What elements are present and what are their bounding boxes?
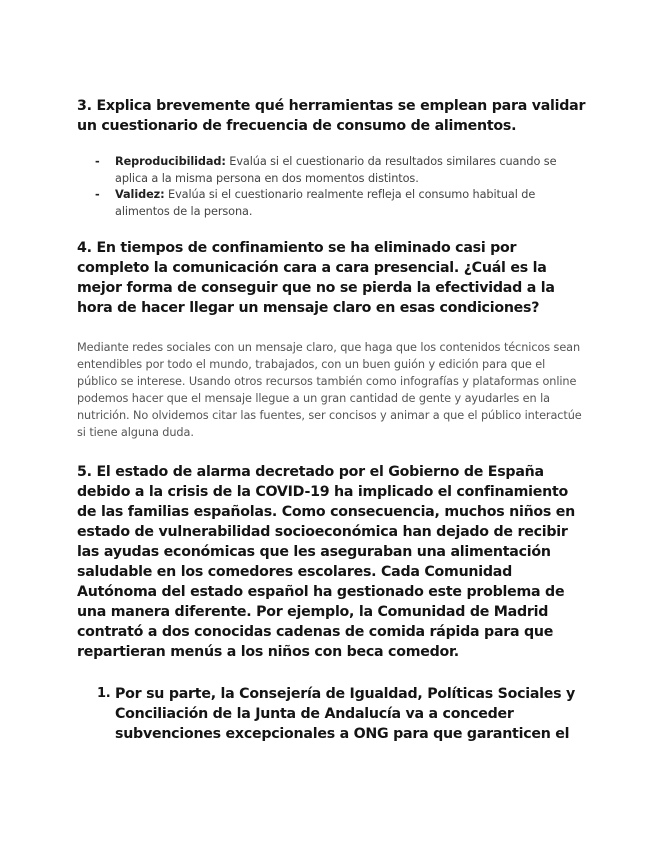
question-5-numbered-list — [77, 684, 587, 744]
question-5-heading: 5. El estado de alarma decretado por el Gobierno de España debido a la crisis de la COVID-19 ha implicado el confinamiento de las familias españolas. Como consecuencia, muchos niños en estado de vulnerabilidad socioeconómica han dejado de recibir las ayudas económicas que les aseguraban una alimentación saludable en los comedores escolares. Cada Comunidad Autónoma del estado español ha gestionado este problema de una manera diferente. Por ejemplo, la Comunidad de Madrid contrató a dos conocidas cadenas de comida rápida para que repartieran menús a los niños con beca comedor. — [77, 464, 576, 660]
numbered-list-item — [77, 684, 587, 744]
bullet-item-validez — [77, 187, 587, 220]
bullet-term: Validez: — [115, 188, 165, 201]
bullet-item-reproducibilidad — [77, 154, 587, 187]
list-item-number: 1. — [97, 686, 111, 701]
list-item-text: Por su parte, la Consejería de Igualdad, Políticas Sociales y Conciliación de la Junta de Andalucía va a conceder subvenciones excepcionales a ONG para que garanticen el — [115, 686, 576, 742]
question-4-answer: Mediante redes sociales con un mensaje claro, que haga que los contenidos técnicos sean entendibles por todo el mundo, trabajados, con un buen guión y edición para que el público se interese. Usando otros recursos también como infografías y plataformas online podemos hacer que el mensaje llegue a un gran cantidad de gente y ayudarles en la nutrición. No olvidemos citar las fuentes, ser concisos y animar a que el público interactúe si tiene alguna duda. — [77, 341, 582, 439]
bullet-term: Reproducibilidad: — [115, 155, 226, 168]
question-3-bullet-list — [77, 154, 587, 220]
bullet-dash: - — [95, 188, 100, 201]
bullet-dash: - — [95, 155, 100, 168]
question-4-heading: 4. En tiempos de confinamiento se ha eliminado casi por completo la comunicación cara a cara presencial. ¿Cuál es la mejor forma de conseguir que no se pierda la efectividad a la hora de hacer llegar un mensaje claro en esas condiciones? — [77, 240, 555, 316]
bullet-text: Evalúa si el cuestionario realmente refleja el consumo habitual de alimentos de la persona. — [115, 188, 536, 218]
question-3-heading: 3. Explica brevemente qué herramientas se emplean para validar un cuestionario de frecuencia de consumo de alimentos. — [77, 98, 586, 134]
bullet-text: Evalúa si el cuestionario da resultados similares cuando se aplica a la misma persona en dos momentos distintos. — [115, 155, 557, 185]
document-content — [77, 96, 587, 744]
